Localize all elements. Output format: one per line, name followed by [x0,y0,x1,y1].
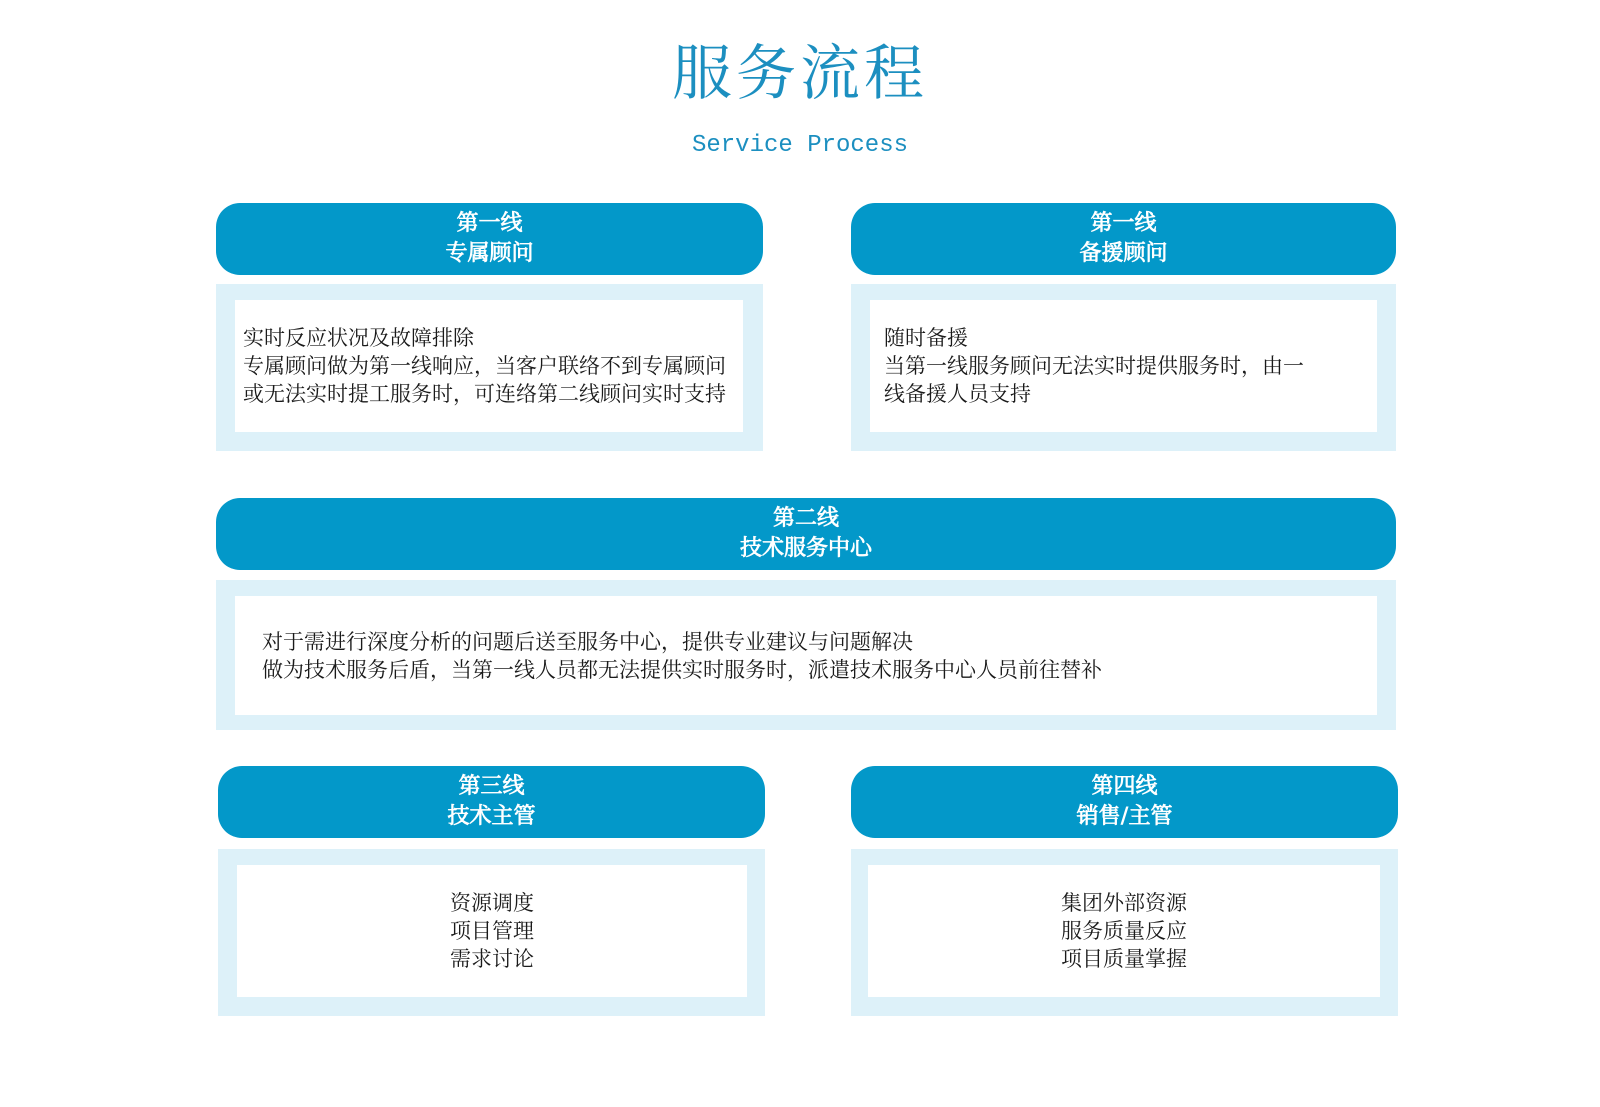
card-line2-text-1: 对于需进行深度分析的问题后送至服务中心，提供专业建议与问题解决 [262,629,913,654]
card-line2 [216,580,1396,730]
card-line3-body [237,865,747,997]
card-line4-text-2: 服务质量反应 [1061,919,1187,943]
card-line3 [218,849,765,1016]
header-line2-level: 第二线 [772,506,839,531]
card-line4 [851,849,1398,1016]
page-subtitle: Service Process [691,132,909,159]
card-line4-text-1: 集团外部资源 [1061,891,1187,915]
header-line4-level: 第四线 [1091,774,1158,799]
card-line3-text-1: 资源调度 [450,891,534,915]
header-line2 [216,498,1396,570]
card-line1-exclusive [216,284,763,451]
card-line1-backup-text-1: 随时备援 [884,326,968,350]
card-line1-exclusive-text-3: 或无法实时提工服务时，可连络第二线顾问实时支持 [243,382,726,406]
header-line3-role: 技术主管 [447,804,536,829]
header-line1-backup-level: 第一线 [1090,211,1157,236]
card-line4-text-3: 项目质量掌握 [1061,947,1187,971]
card-line1-exclusive-text-1: 实时反应状况及故障排除 [243,326,474,350]
page-title: 服务流程 [672,39,928,109]
header-line4-role: 销售/主管 [1076,804,1173,829]
card-line3-text-2: 项目管理 [450,919,534,943]
card-line1-exclusive-body [235,300,743,432]
header-line1-exclusive-role: 专属顾问 [445,241,534,266]
header-line1-exclusive-level: 第一线 [456,211,523,236]
card-line1-backup-text-2: 当第一线服务顾问无法实时提供服务时，由一 [884,354,1304,378]
header-line3-level: 第三线 [458,774,525,799]
header-line1-backup-role: 备援顾问 [1079,241,1168,266]
card-line4-body [868,865,1380,997]
header-line2-role: 技术服务中心 [739,536,872,561]
card-line1-backup-text-3: 线备援人员支持 [884,382,1031,406]
card-line1-backup-body [870,300,1377,432]
card-line1-backup [851,284,1396,451]
header-line4 [851,766,1398,838]
card-line3-text-3: 需求讨论 [450,947,534,971]
card-line1-exclusive-text-2: 专属顾问做为第一线响应，当客户联络不到专属顾问 [243,354,726,378]
header-line3 [218,766,765,838]
card-line2-text-2: 做为技术服务后盾，当第一线人员都无法提供实时服务时，派遣技术服务中心人员前往替补 [262,657,1102,682]
card-line2-body [235,596,1377,715]
header-line1-exclusive [216,203,763,275]
header-line1-backup [851,203,1396,275]
